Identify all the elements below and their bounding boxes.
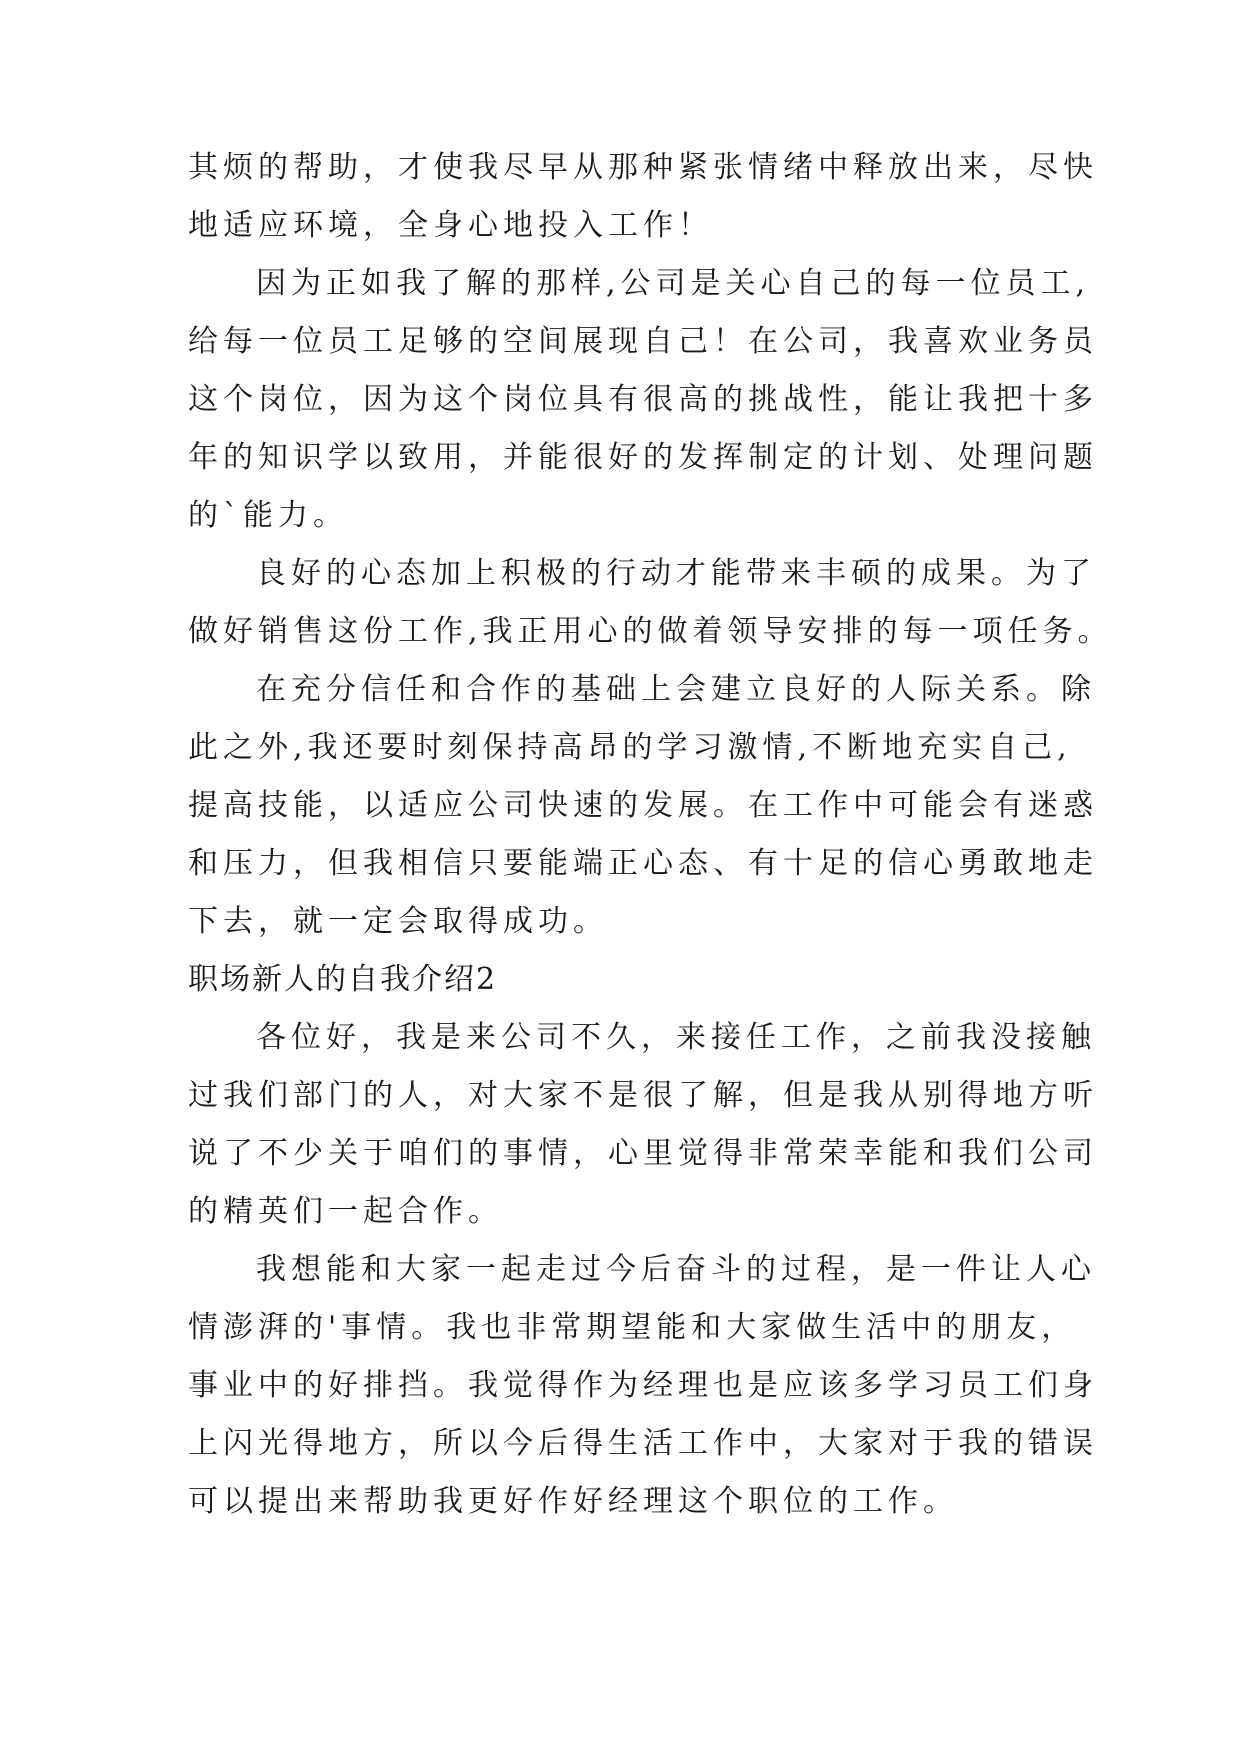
paragraph-line: 因为正如我了解的那样,公司是关心自己的每一位员工,: [256, 266, 1091, 301]
section-heading: 职场新人的自我介绍2: [188, 962, 498, 997]
paragraph-line: 给每一位员工足够的空间展现自己！在公司，我喜欢业务员: [188, 324, 1098, 359]
paragraph-line: 良好的心态加上积极的行动才能带来丰硕的成果。为了: [256, 556, 1096, 591]
paragraph-line: 地适应环境，全身心地投入工作！: [188, 208, 713, 243]
paragraph-line: 上闪光得地方，所以今后得生活工作中，大家对于我的错误: [188, 1426, 1098, 1461]
paragraph-line: 这个岗位，因为这个岗位具有很高的挑战性，能让我把十多: [188, 382, 1098, 417]
paragraph-line: 各位好，我是来公司不久，来接任工作，之前我没接触: [256, 1020, 1096, 1055]
paragraph-line: 提高技能，以适应公司快速的发展。在工作中可能会有迷惑: [188, 788, 1098, 823]
paragraph-line: 可以提出来帮助我更好作好经理这个职位的工作。: [188, 1484, 958, 1519]
paragraph-line: 下去，就一定会取得成功。: [188, 904, 608, 939]
paragraph-line: 和压力，但我相信只要能端正心态、有十足的信心勇敢地走: [188, 846, 1098, 881]
paragraph-line: 其烦的帮助，才使我尽早从那种紧张情绪中释放出来，尽快: [188, 150, 1098, 185]
paragraph-line: 我想能和大家一起走过今后奋斗的过程，是一件让人心: [256, 1252, 1096, 1287]
paragraph-line: 的精英们一起合作。: [188, 1194, 503, 1229]
paragraph-line: 在充分信任和合作的基础上会建立良好的人际关系。除: [256, 672, 1096, 707]
paragraph-line: 做好销售这份工作,我正用心的做着领导安排的每一项任务。: [188, 614, 1113, 649]
paragraph-line: 此之外,我还要时刻保持高昂的学习激情,不断地充实自己,: [188, 730, 1072, 765]
paragraph-line: 说了不少关于咱们的事情，心里觉得非常荣幸能和我们公司: [188, 1136, 1098, 1171]
paragraph-line: 事业中的好排挡。我觉得作为经理也是应该多学习员工们身: [188, 1368, 1098, 1403]
paragraph-line: 的`能力。: [188, 498, 348, 533]
paragraph-line: 情澎湃的'事情。我也非常期望能和大家做生活中的朋友，: [188, 1310, 1077, 1345]
paragraph-line: 年的知识学以致用，并能很好的发挥制定的计划、处理问题: [188, 440, 1098, 475]
paragraph-line: 过我们部门的人，对大家不是很了解，但是我从别得地方听: [188, 1078, 1098, 1113]
